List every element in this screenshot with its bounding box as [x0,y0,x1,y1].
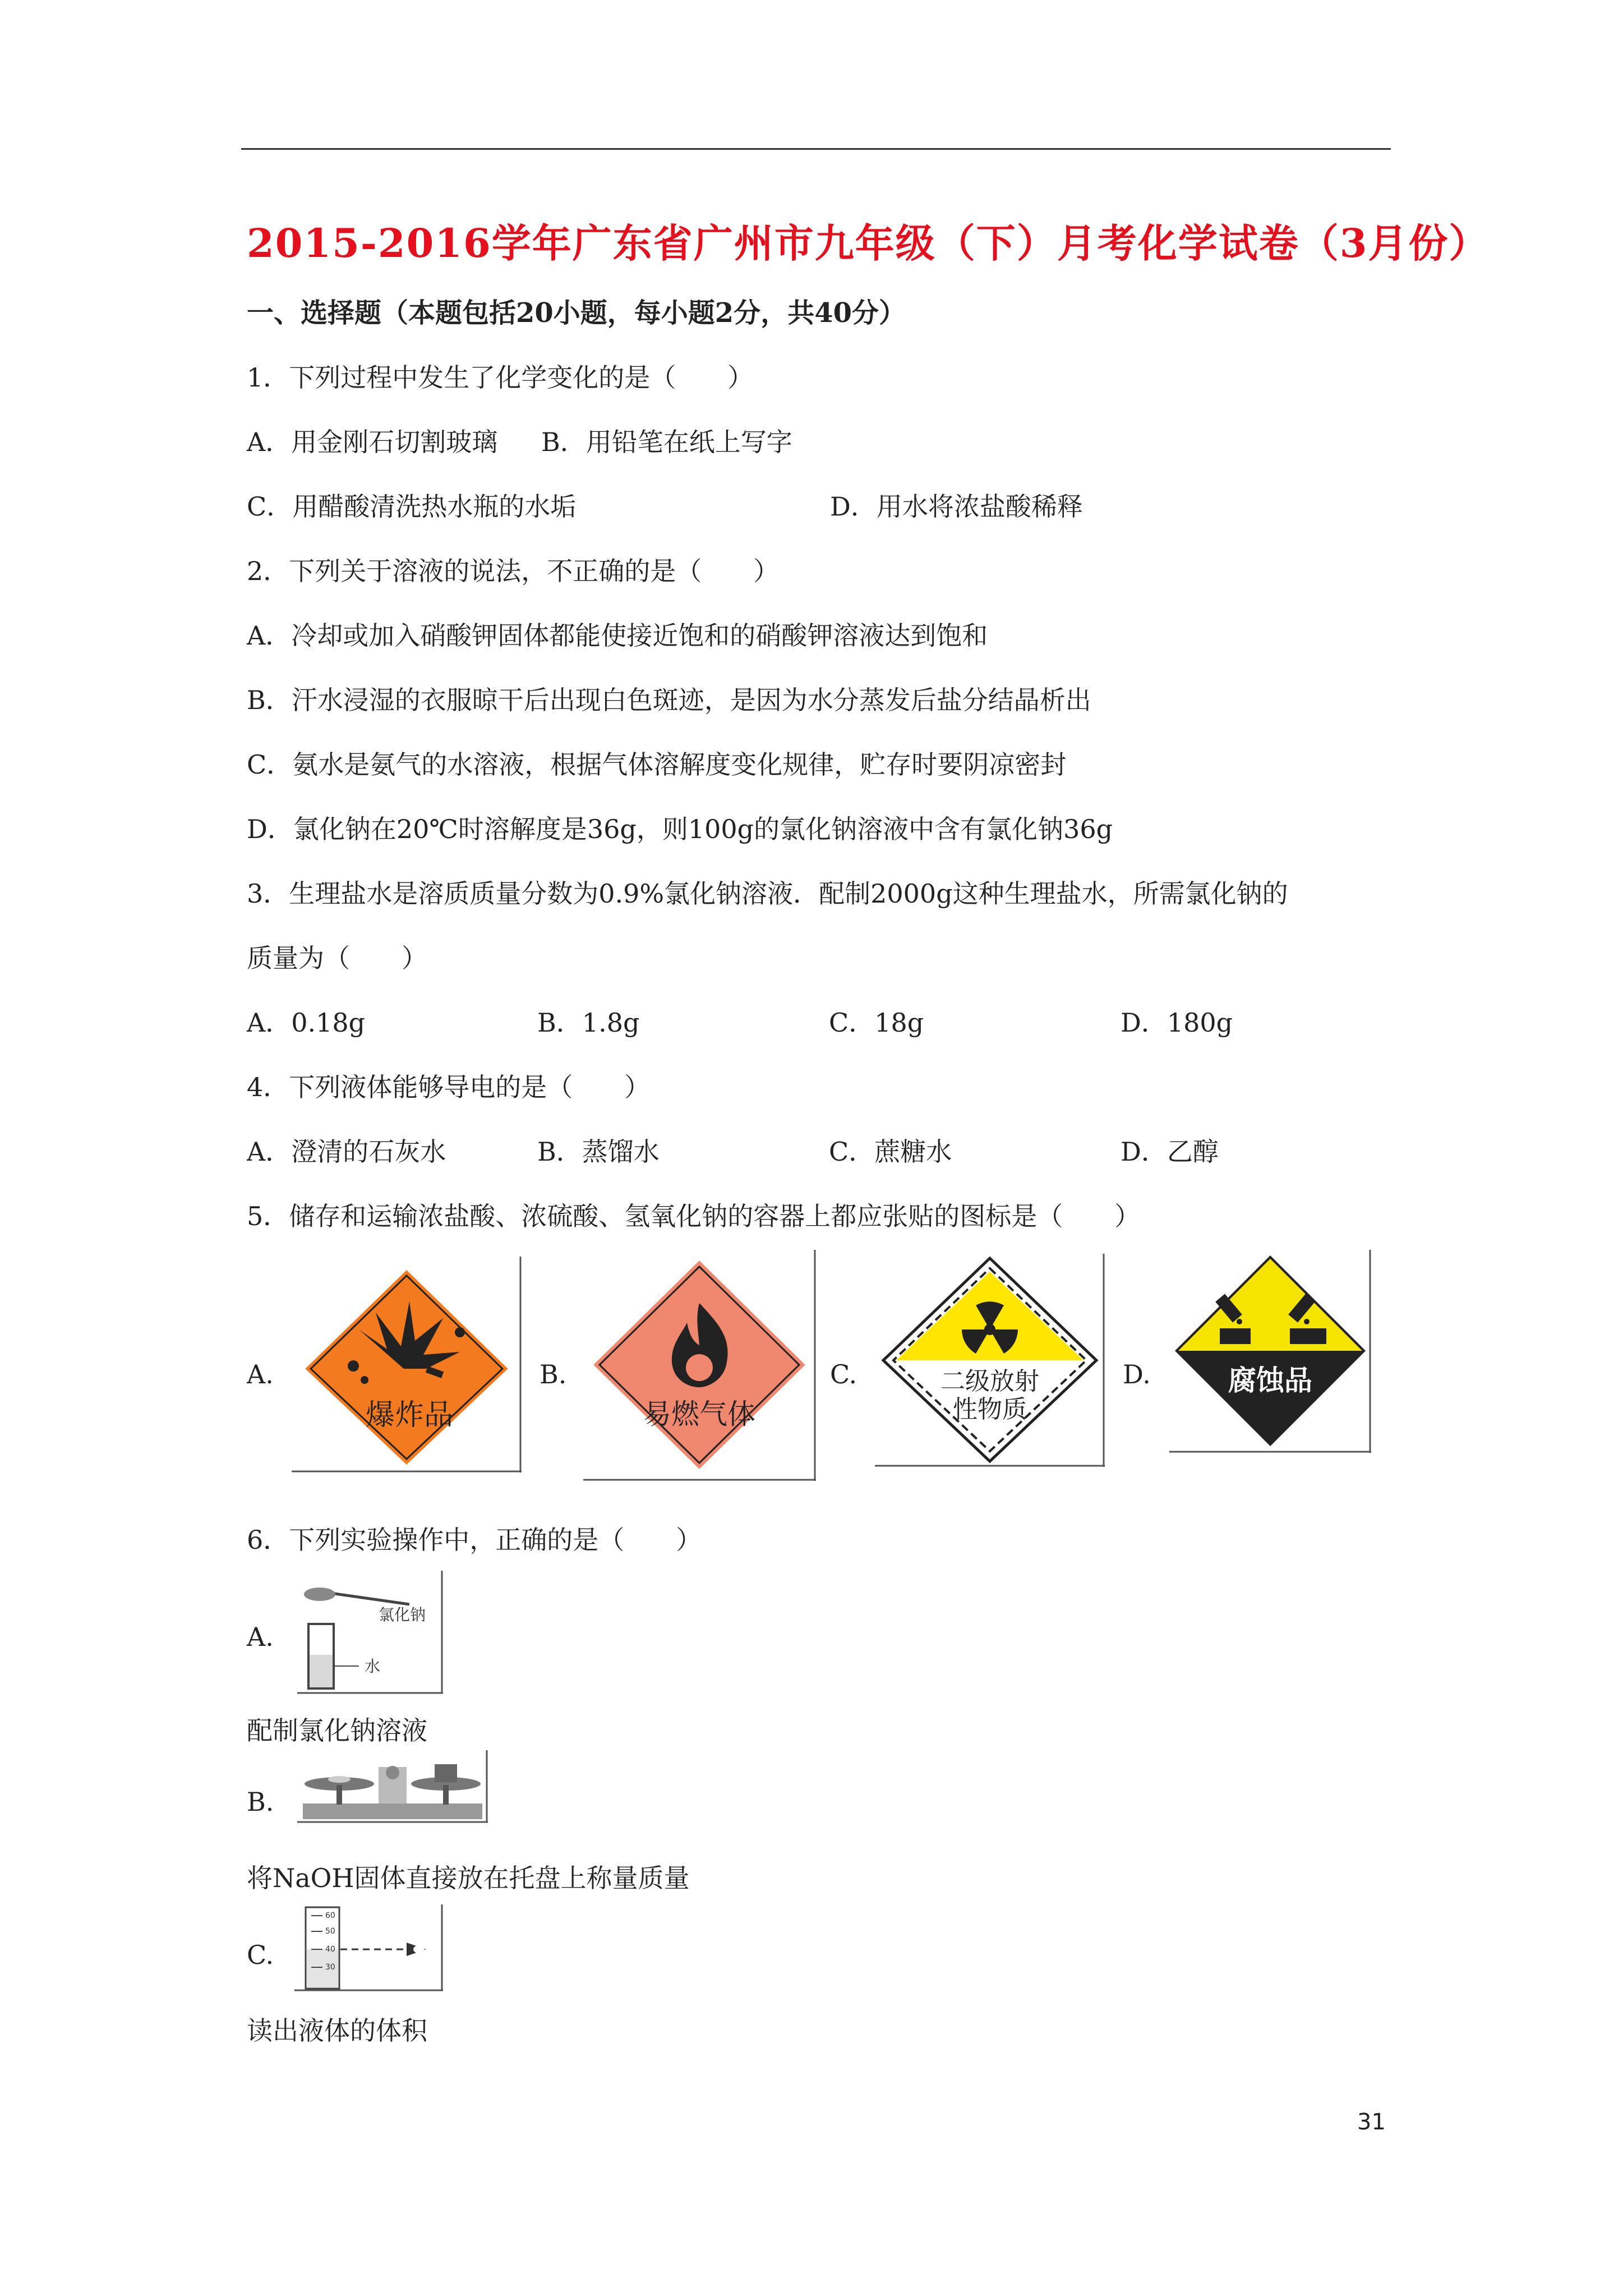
q2-option-a: A．冷却或加入硝酸钾固体都能使接近饱和的硝酸钾溶液达到饱和 [247,620,988,651]
q1-option-b: B．用铅笔在纸上写字 [541,427,792,457]
q5-option-d-label: D. [1123,1359,1151,1389]
q4-option-b: B．蒸馏水 [537,1137,660,1167]
q3-stem-line1: 3．生理盐水是溶质质量分数为0.9%氯化钠溶液．配制2000g这种生理盐水，所需氯化钠的 [247,878,1288,909]
page-number: 31 [1357,2109,1386,2135]
q5-option-c-label: C. [830,1359,857,1389]
radioactive-sign-image [875,1254,1105,1469]
q3-stem-line2: 质量为（ ） [247,943,427,973]
q3-option-a: A．0.18g [247,1007,366,1038]
explosive-sign-image [292,1257,522,1475]
q5-option-b-label: B. [540,1359,567,1389]
cylinder-tick-50: 50 [325,1927,335,1936]
q1-option-c: C．用醋酸清洗热水瓶的水垢 [247,491,577,522]
q6-option-c-label: C. [247,1940,274,1970]
q3-option-c: C．18g [829,1007,924,1038]
q2-option-b: B．汗水浸湿的衣服晾干后出现白色斑迹，是因为水分蒸发后盐分结晶析出 [247,685,1091,715]
q6-option-b-label: B. [247,1787,274,1817]
q1-option-d: D．用水将浓盐酸稀释 [830,491,1083,522]
balance-scale-image [297,1750,488,1825]
q6-stem: 6．下列实验操作中，正确的是（ ） [247,1525,702,1555]
section-heading: 一、选择题（本题包括20小题，每小题2分，共40分） [247,297,906,329]
q3-option-d: D．180g [1121,1007,1233,1038]
flammable-gas-sign-text: 易燃气体 [643,1398,755,1430]
explosive-sign-text: 爆炸品 [365,1398,454,1432]
q5-option-a-label: A. [247,1359,274,1389]
water-label: 水 [365,1657,381,1676]
radioactive-sign-text-line2: 性物质 [953,1395,1027,1424]
q4-stem: 4．下列液体能够导电的是（ ） [247,1072,651,1102]
q3-option-b: B．1.8g [537,1007,640,1038]
flammable-gas-sign-image [583,1250,816,1483]
cylinder-tick-40: 40 [325,1945,335,1954]
q4-option-d: D．乙醇 [1121,1137,1219,1167]
q2-option-c: C．氨水是氨气的水溶液，根据气体溶解度变化规律，贮存时要阴凉密封 [247,749,1067,780]
dissolving-salt-apparatus-image [297,1571,443,1696]
q1-stem: 1．下列过程中发生了化学变化的是（ ） [247,362,754,393]
q4-option-c: C．蔗糖水 [829,1137,952,1167]
graduated-cylinder-reading-image [294,1904,443,1994]
q2-option-d: D．氯化钠在20℃时溶解度是36g，则100g的氯化钠溶液中含有氯化钠36g [247,814,1113,844]
q6-option-a-caption: 配制氯化钠溶液 [247,1715,427,1746]
salt-label: 氯化钠 [379,1605,426,1624]
cylinder-tick-30: 30 [325,1963,335,1972]
header-rule [241,148,1391,150]
cylinder-tick-60: 60 [325,1911,335,1920]
q4-option-a: A．澄清的石灰水 [247,1137,446,1167]
page-title: 2015-2016学年广东省广州市九年级（下）月考化学试卷（3月份） [247,220,1490,266]
q5-stem: 5．储存和运输浓盐酸、浓硫酸、氢氧化钠的容器上都应张贴的图标是（ ） [247,1201,1141,1231]
q2-stem: 2．下列关于溶液的说法，不正确的是（ ） [247,556,780,586]
corrosive-sign-image [1169,1250,1371,1455]
corrosive-sign-text: 腐蚀品 [1228,1364,1312,1397]
q6-option-a-label: A. [247,1622,274,1652]
q6-option-c-caption: 读出液体的体积 [247,2016,427,2046]
q6-option-b-caption: 将NaOH固体直接放在托盘上称量质量 [247,1863,690,1893]
q1-option-a: A．用金刚石切割玻璃 [247,427,498,457]
radioactive-sign-text-line1: 二级放射 [940,1367,1039,1396]
